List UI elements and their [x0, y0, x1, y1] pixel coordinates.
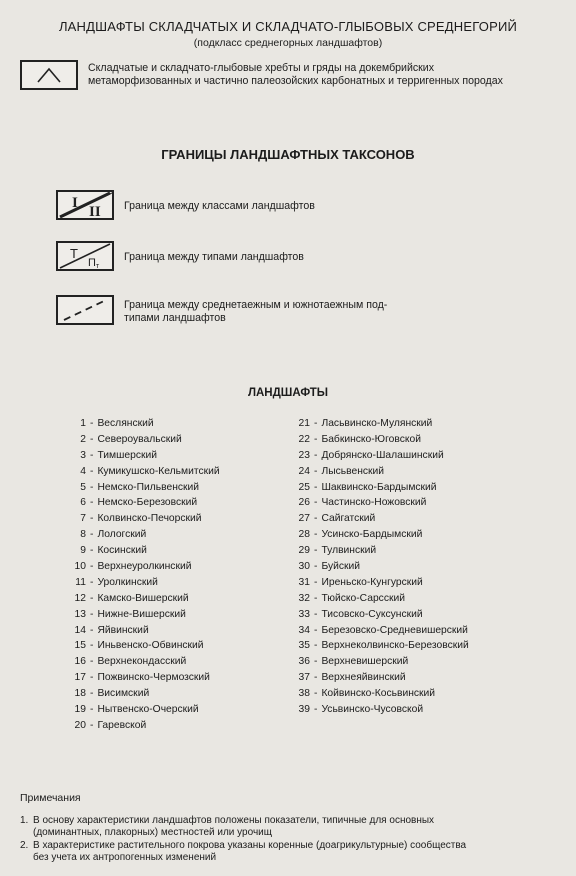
landscape-item: [290, 482, 469, 498]
landscape-name: Усьвинско-Чусовской: [321, 704, 424, 716]
legend-symbol-ridges: [20, 60, 78, 90]
landscape-number: 39: [298, 704, 310, 716]
landscape-name: Косинский: [97, 545, 147, 557]
landscape-name: Кумикушско-Кельмитский: [97, 465, 220, 477]
landscape-name: Лологский: [97, 529, 147, 541]
landscape-number: 28: [298, 529, 310, 541]
landscape-item: [290, 561, 469, 577]
landscape-item: [290, 688, 469, 704]
landscape-item: [290, 609, 469, 625]
landscape-dash: -: [314, 608, 318, 620]
landscape-item: [60, 466, 220, 482]
landscape-item: [290, 625, 469, 641]
landscape-item: [60, 529, 220, 545]
landscape-item: [290, 640, 469, 656]
landscape-dash: -: [314, 640, 318, 652]
landscape-number: 38: [298, 688, 310, 700]
landscape-item: [290, 672, 469, 688]
landscape-dash: -: [314, 433, 318, 445]
landscape-number: 37: [298, 672, 310, 684]
landscape-item: [60, 625, 220, 641]
landscape-name: Нытвенско-Очерский: [97, 704, 199, 716]
landscapes-title: ЛАНДШАФТЫ: [247, 387, 329, 399]
type-symbol-b: П: [88, 257, 96, 269]
legend-text-subtype-boundary-line1: Граница между среднетаежным и южнотаежным под-: [124, 299, 388, 311]
landscape-item: [290, 656, 469, 672]
landscape-name: Пожвинско-Чермозский: [97, 672, 210, 684]
landscape-name: Ласьвинско-Мулянский: [321, 418, 433, 429]
landscape-number: 23: [298, 449, 310, 461]
landscape-name: Лысьвенский: [321, 465, 385, 477]
note-2-line2: без учета их антропогенных изменений: [33, 851, 217, 863]
landscape-number: 2: [80, 433, 86, 445]
landscape-number: 9: [80, 545, 86, 557]
landscape-name: Сайгатский: [321, 513, 376, 525]
landscape-number: 31: [298, 576, 310, 588]
landscape-dash: -: [90, 704, 94, 716]
landscape-item: [60, 561, 220, 577]
landscape-dash: -: [90, 640, 94, 652]
legend-text-type-boundary: Граница между типами ландшафтов: [124, 251, 304, 263]
landscape-number: 16: [74, 656, 86, 668]
landscape-dash: -: [90, 513, 94, 525]
boundaries-title: ГРАНИЦЫ ЛАНДШАФТНЫХ ТАКСОНОВ: [161, 147, 415, 162]
landscape-number: 35: [298, 640, 310, 652]
landscape-number: 19: [74, 704, 86, 716]
landscape-name: Немско-Березовский: [97, 497, 198, 509]
landscape-dash: -: [90, 561, 94, 573]
legend-text-subtype-boundary-line2: типами ландшафтов: [124, 312, 226, 324]
landscape-dash: -: [90, 481, 94, 493]
landscape-dash: -: [90, 449, 94, 461]
landscape-number: 8: [80, 529, 86, 541]
note-1-line1: В основу характеристики ландшафтов положены показатели, типичные для основных: [33, 815, 435, 826]
note-1-number: 1.: [20, 815, 29, 826]
landscape-number: 30: [298, 561, 310, 573]
landscape-name: Бабкинско-Юговской: [321, 433, 421, 445]
landscape-number: 24: [298, 465, 310, 477]
landscape-name: Усинско-Бардымский: [321, 529, 423, 541]
landscape-dash: -: [314, 688, 318, 700]
landscapes-list-right: [290, 418, 469, 720]
landscape-dash: -: [314, 704, 318, 716]
landscape-number: 1: [80, 418, 86, 429]
landscape-number: 25: [298, 481, 310, 493]
legend-text-ridges-line1: Складчатые и складчато-глыбовые хребты и гряды на докембрийских: [88, 62, 435, 74]
type-symbol-b-sub: т: [96, 263, 100, 269]
landscape-dash: -: [314, 449, 318, 461]
note-2: [20, 840, 467, 863]
landscape-dash: -: [90, 465, 94, 477]
landscapes-list-left: [60, 418, 220, 736]
note-1: [20, 815, 435, 838]
landscape-name: Тюйско-Сарсский: [321, 592, 405, 604]
landscape-dash: -: [314, 656, 318, 668]
landscape-item: [60, 418, 220, 434]
landscape-name: Веслянский: [97, 418, 154, 429]
landscape-number: 5: [80, 481, 86, 493]
landscape-item: [60, 593, 220, 609]
landscape-number: 22: [298, 433, 310, 445]
landscape-number: 26: [298, 497, 310, 509]
landscape-number: 6: [80, 497, 86, 509]
class-boundary-icon: [58, 192, 112, 218]
landscape-item: [60, 513, 220, 529]
landscape-name: Тимшерский: [97, 449, 157, 461]
landscape-dash: -: [314, 545, 318, 557]
landscape-item: [290, 466, 469, 482]
landscape-number: 14: [74, 624, 86, 636]
landscape-name: Гаревской: [97, 719, 147, 731]
landscape-dash: -: [90, 624, 94, 636]
landscape-name: Иреньско-Кунгурский: [321, 576, 423, 588]
landscape-item: [290, 593, 469, 609]
class-symbol-b: II: [89, 204, 101, 218]
landscape-dash: -: [90, 418, 94, 429]
landscape-item: [290, 434, 469, 450]
landscape-dash: -: [90, 576, 94, 588]
landscape-dash: -: [314, 465, 318, 477]
landscape-number: 12: [74, 592, 86, 604]
subtype-boundary-icon: [58, 297, 112, 323]
landscape-name: Североувальский: [97, 433, 182, 445]
landscape-dash: -: [90, 656, 94, 668]
landscape-number: 33: [298, 608, 310, 620]
landscape-dash: -: [90, 545, 94, 557]
landscape-name: Яйвинский: [97, 624, 149, 636]
legend-symbol-type-boundary: [56, 241, 114, 271]
landscape-item: [60, 497, 220, 513]
landscape-dash: -: [314, 592, 318, 604]
landscape-number: 13: [74, 608, 86, 620]
landscape-item: [290, 545, 469, 561]
landscape-dash: -: [90, 608, 94, 620]
landscape-name: Шаквинско-Бардымский: [321, 481, 437, 493]
type-symbol-a: Т: [70, 246, 78, 261]
note-1-line2: (доминантных, плакорных) местностей или урочищ: [33, 826, 272, 838]
landscape-dash: -: [314, 481, 318, 493]
note-2-number: 2.: [20, 840, 29, 851]
landscape-dash: -: [314, 561, 318, 573]
landscape-name: Иньвенско-Обвинский: [97, 640, 204, 652]
landscape-name: Верхнеуролкинский: [97, 561, 192, 573]
landscape-number: 29: [298, 545, 310, 557]
note-2-text: [33, 840, 553, 863]
landscape-item: [60, 720, 220, 736]
landscape-item: [60, 545, 220, 561]
landscape-dash: -: [90, 719, 94, 731]
landscape-dash: -: [314, 624, 318, 636]
legend-text-ridges-line2: метаморфизованных и частично палеозойских карбонатных и терригенных породах: [88, 75, 503, 87]
landscape-item: [290, 529, 469, 545]
landscape-name: Висимский: [97, 688, 150, 700]
landscape-number: 17: [74, 672, 86, 684]
landscape-item: [60, 656, 220, 672]
ridge-symbol-icon: [22, 62, 76, 88]
class-symbol-a: I: [72, 195, 78, 211]
notes-title: Примечания: [20, 792, 81, 804]
landscape-item: [60, 672, 220, 688]
note-2-line1: В характеристике растительного покрова указаны коренные (доагрикультурные) сообщества: [33, 840, 467, 851]
landscape-item: [290, 450, 469, 466]
type-boundary-icon: [58, 243, 112, 269]
landscape-name: Тулвинский: [321, 545, 377, 557]
landscape-item: [60, 577, 220, 593]
landscape-item: [60, 704, 220, 720]
page-title: ЛАНДШАФТЫ СКЛАДЧАТЫХ И СКЛАДЧАТО-ГЛЫБОВЫХ СРЕДНЕГОРИЙ: [58, 19, 518, 34]
landscape-number: 21: [298, 418, 310, 429]
landscape-name: Уролкинский: [97, 576, 158, 588]
landscape-number: 36: [298, 656, 310, 668]
landscape-number: 15: [74, 640, 86, 652]
legend-symbol-subtype-boundary: [56, 295, 114, 325]
landscape-name: Верхнеколвинско-Березовский: [321, 640, 469, 652]
landscape-dash: -: [90, 497, 94, 509]
landscape-dash: -: [314, 513, 318, 525]
landscape-name: Койвинско-Косьвинский: [321, 688, 436, 700]
landscape-name: Нижне-Вишерский: [97, 608, 186, 620]
landscape-name: Колвинско-Печорский: [97, 513, 202, 525]
landscape-dash: -: [314, 672, 318, 684]
landscape-item: [60, 482, 220, 498]
landscape-name: Частинско-Ножовский: [321, 497, 427, 509]
landscape-number: 4: [80, 465, 86, 477]
landscape-name: Камско-Вишерский: [97, 592, 189, 604]
landscape-number: 11: [75, 576, 86, 588]
landscape-name: Немско-Пильвенский: [97, 481, 200, 493]
landscape-name: Тисовско-Суксунский: [321, 608, 423, 620]
legend-symbol-class-boundary: [56, 190, 114, 220]
landscape-item: [290, 704, 469, 720]
landscape-number: 27: [298, 513, 310, 525]
landscape-number: 3: [80, 449, 86, 461]
landscape-dash: -: [314, 418, 318, 429]
landscape-item: [290, 497, 469, 513]
legend-text-class-boundary: Граница между классами ландшафтов: [124, 200, 315, 212]
landscape-dash: -: [90, 592, 94, 604]
landscape-item: [60, 640, 220, 656]
landscape-item: [290, 577, 469, 593]
landscape-item: [60, 609, 220, 625]
landscape-name: Верхневишерский: [321, 656, 409, 668]
landscape-number: 7: [80, 513, 86, 525]
landscape-dash: -: [314, 497, 318, 509]
landscape-dash: -: [90, 672, 94, 684]
landscape-item: [290, 418, 469, 434]
landscape-name: Добрянско-Шалашинский: [321, 449, 444, 461]
landscape-number: 18: [74, 688, 86, 700]
page-subtitle: (подкласс среднегорных ландшафтов): [193, 37, 383, 49]
landscape-item: [60, 434, 220, 450]
landscape-number: 32: [298, 592, 310, 604]
landscape-dash: -: [90, 433, 94, 445]
landscape-name: Буйский: [321, 561, 361, 573]
note-1-text: [33, 815, 553, 838]
landscape-number: 10: [74, 561, 86, 573]
landscape-number: 34: [298, 624, 310, 636]
landscape-name: Березовско-Средневишерский: [321, 624, 468, 636]
landscape-number: 20: [74, 719, 86, 731]
landscape-dash: -: [314, 529, 318, 541]
landscape-item: [60, 450, 220, 466]
landscape-name: Верхнеяйвинский: [321, 672, 406, 684]
landscape-name: Верхнекондасский: [97, 656, 187, 668]
landscape-dash: -: [90, 529, 94, 541]
landscape-dash: -: [314, 576, 318, 588]
landscape-item: [60, 688, 220, 704]
landscape-dash: -: [90, 688, 94, 700]
landscape-item: [290, 513, 469, 529]
